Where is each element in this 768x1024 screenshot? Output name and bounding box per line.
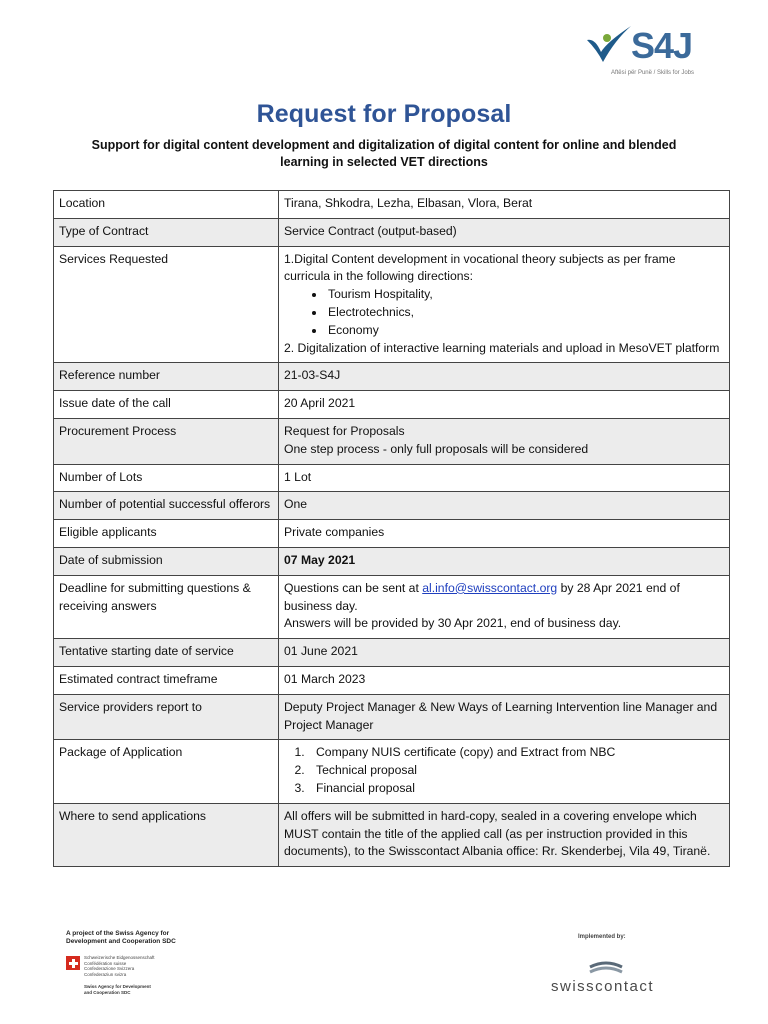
row-value	[279, 418, 730, 464]
questions-line	[284, 580, 724, 616]
sdc-line: Swiss Agency for Development	[84, 984, 151, 989]
table-row	[54, 666, 730, 694]
table-row	[54, 246, 730, 363]
procurement-line-2: One step process - only full proposals will be considered	[284, 441, 589, 456]
row-label: Estimated contract timeframe	[54, 666, 279, 694]
table-row	[54, 391, 730, 419]
table-row	[54, 520, 730, 548]
row-value: Private companies	[279, 520, 730, 548]
list-item: • Economy	[326, 322, 724, 340]
document-title: Request for Proposal	[256, 100, 512, 128]
services-directions-list	[284, 286, 724, 339]
row-label: Number of Lots	[54, 464, 279, 492]
conf-line: Confederaziun svizra	[84, 971, 127, 977]
table-row	[54, 492, 730, 520]
table-row	[54, 418, 730, 464]
s4j-logo	[585, 22, 695, 82]
row-label: Service providers report to	[54, 694, 279, 740]
row-value: 01 March 2023	[279, 666, 730, 694]
row-label: Eligible applicants	[54, 520, 279, 548]
list-item: 2. Technical proposal	[308, 762, 724, 780]
contact-email-link[interactable]: al.info@swisscontact.org	[422, 580, 558, 595]
swisscontact-mark-icon	[586, 961, 626, 977]
s4j-brand: S4J	[631, 25, 693, 66]
project-line-1: A project of the Swiss Agency for	[66, 930, 170, 937]
answers-line: Answers will be provided by 30 Apr 2021, end of business day.	[284, 616, 622, 631]
s4j-tagline: Aftësi për Punë / Skills for Jobs	[610, 70, 694, 76]
row-value: 07 May 2021	[279, 547, 730, 575]
list-item: 3. Financial proposal	[308, 780, 724, 798]
table-row	[54, 694, 730, 740]
questions-prefix: Questions can be sent at	[284, 580, 423, 595]
rfp-details-table	[53, 190, 730, 867]
row-label: Location	[54, 191, 279, 219]
row-value: 01 June 2021	[279, 639, 730, 667]
project-line-2: Development and Cooperation SDC	[66, 938, 176, 945]
row-label: Number of potential successful offerors	[54, 492, 279, 520]
implemented-by-label: Implemented by:	[578, 934, 626, 940]
table-row	[54, 740, 730, 803]
row-value	[279, 575, 730, 638]
row-label: Issue date of the call	[54, 391, 279, 419]
row-label: Reference number	[54, 363, 279, 391]
row-label: Where to send applications	[54, 803, 279, 866]
application-package-list	[284, 744, 724, 797]
document-subtitle: Support for digital content development and digitalization of digital content for online and blended learning in selected VET directions	[91, 138, 677, 169]
confederation-text	[84, 955, 155, 977]
row-label: Procurement Process	[54, 418, 279, 464]
questions-suffix: by 28 Apr 2021 end of business day.	[284, 580, 680, 613]
list-item: 1. Company NUIS certificate (copy) and Extract from NBC	[308, 744, 724, 762]
row-value: Tirana, Shkodra, Lezha, Elbasan, Vlora, Berat	[279, 191, 730, 219]
table-row	[54, 363, 730, 391]
table-row	[54, 639, 730, 667]
table-row	[54, 464, 730, 492]
table-row	[54, 547, 730, 575]
services-outro: 2. Digitalization of interactive learning materials and upload in MesoVET platform	[284, 340, 720, 355]
sdc-agency-text	[84, 984, 151, 995]
table-row	[54, 191, 730, 219]
swisscontact-wordmark: swisscontact	[551, 978, 655, 995]
table-row	[54, 803, 730, 866]
row-value: All offers will be submitted in hard-copy, sealed in a covering envelope which MUST contain the title of the applied call (as per instruction provided in this documents), to the Swisscontact Albania office: Rr. Skenderbej, Vila 49, Tiranë.	[279, 803, 730, 866]
row-value	[279, 246, 730, 363]
row-value: 21-03-S4J	[279, 363, 730, 391]
conf-line: Confederazione Svizzera	[84, 966, 135, 971]
row-label: Type of Contract	[54, 218, 279, 246]
list-item: • Tourism Hospitality,	[326, 286, 724, 304]
row-value: Deputy Project Manager & New Ways of Learning Intervention line Manager and Project Manager	[279, 694, 730, 740]
list-item: • Electrotechnics,	[326, 304, 724, 322]
row-value: One	[279, 492, 730, 520]
services-intro: 1.Digital Content development in vocational theory subjects as per frame curricula in the following directions:	[284, 251, 676, 284]
row-label: Tentative starting date of service	[54, 639, 279, 667]
sdc-line: and Cooperation SDC	[84, 989, 131, 995]
row-value	[279, 740, 730, 803]
row-label: Package of Application	[54, 740, 279, 803]
swiss-flag-icon	[66, 956, 80, 970]
sdc-project-note	[66, 930, 286, 946]
row-label: Date of submission	[54, 547, 279, 575]
row-value: 1 Lot	[279, 464, 730, 492]
row-value: 20 April 2021	[279, 391, 730, 419]
procurement-line-1: Request for Proposals	[284, 423, 405, 438]
row-value: Service Contract (output-based)	[279, 218, 730, 246]
conf-line: Schweizerische Eidgenossenschaft	[84, 955, 155, 960]
row-label: Deadline for submitting questions & receiving answers	[54, 575, 279, 638]
conf-line: Confédération suisse	[84, 960, 127, 966]
table-row	[54, 218, 730, 246]
table-row	[54, 575, 730, 638]
row-label: Services Requested	[54, 246, 279, 363]
